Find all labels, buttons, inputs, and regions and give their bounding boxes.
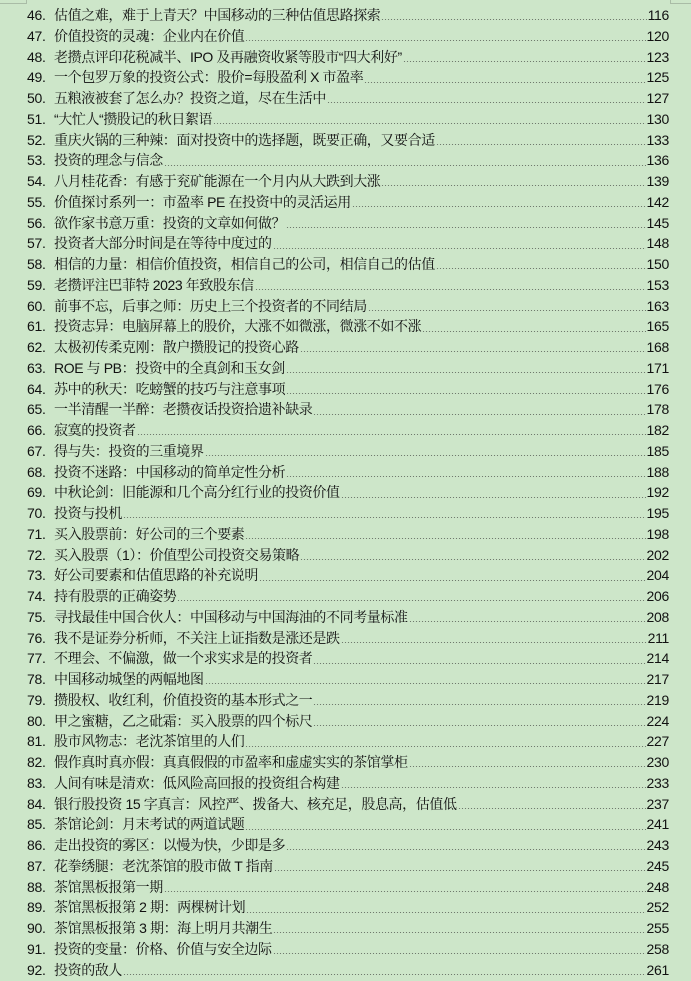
entry-number: 91.	[27, 940, 46, 957]
entry-number: 87.	[27, 857, 46, 874]
entry-number: 65.	[27, 401, 46, 418]
entry-page-number: 206	[646, 588, 669, 604]
toc-entry[interactable]	[27, 794, 669, 815]
entry-number: 89.	[27, 899, 46, 916]
toc-entry[interactable]	[27, 462, 669, 483]
entry-page-number: 202	[646, 546, 669, 563]
entry-title: 前事不忘，后事之师：历史上三个投资者的不同结局	[54, 297, 367, 314]
entry-number: 67.	[27, 442, 46, 459]
entry-title: ROE 与 PB：投资中的全真剑和玉女剑	[54, 359, 285, 376]
entry-number: 66.	[27, 422, 46, 438]
entry-number: 72.	[27, 546, 46, 563]
entry-number: 64.	[27, 380, 46, 397]
dot-leader	[368, 299, 646, 313]
entry-page-number: 153	[646, 276, 669, 293]
entry-number: 54.	[27, 173, 46, 189]
toc-entry[interactable]	[27, 607, 669, 628]
entry-title: 走出投资的雾区：以慢为快，少即是多	[54, 837, 286, 853]
toc-entry[interactable]	[27, 835, 669, 856]
entry-title: 攒股权、收红利，价值投资的基本形式之一	[54, 691, 313, 708]
entry-title: 不理会、不偏激，做一个求实求是的投资者	[54, 650, 313, 667]
entry-page-number: 261	[646, 961, 669, 978]
entry-page-number: 142	[646, 193, 669, 210]
entry-page-number: 188	[646, 463, 669, 480]
entry-page-number: 195	[646, 505, 669, 521]
dot-leader	[341, 486, 646, 500]
dot-leader	[313, 693, 645, 707]
entry-number: 81.	[27, 733, 46, 750]
entry-page-number: 163	[646, 297, 669, 314]
toc-entry[interactable]	[27, 109, 669, 130]
toc-entry[interactable]	[27, 420, 669, 441]
entry-title: 五粮液被套了怎么办？投资之道，尽在生活中	[54, 90, 326, 106]
entry-title: 价值探讨系列一：市盈率 PE 在投资中的灵活运用	[54, 193, 351, 210]
entry-number: 71.	[27, 525, 46, 542]
dot-leader	[213, 112, 645, 126]
toc-entry[interactable]	[27, 752, 669, 773]
dot-leader	[352, 195, 646, 209]
toc-entry[interactable]	[27, 482, 669, 503]
entry-number: 78.	[27, 671, 46, 687]
entry-number: 50.	[27, 90, 46, 106]
toc-entry[interactable]	[27, 856, 669, 877]
entry-title: 投资志异：电脑屏幕上的股价，大涨不如微涨，微涨不如不涨	[54, 318, 422, 335]
entry-page-number: 178	[646, 401, 669, 418]
entry-page-number: 182	[646, 422, 669, 438]
entry-number: 56.	[27, 214, 46, 231]
entry-number: 74.	[27, 588, 46, 604]
entry-title: 花拳绣腿：老沈茶馆的股市做 T 指南	[54, 857, 273, 874]
entry-number: 84.	[27, 795, 46, 812]
toc-entry[interactable]	[27, 213, 669, 234]
entry-title: 甲之蜜糖，乙之砒霜：买入股票的四个标尺	[54, 712, 313, 729]
toc-entry[interactable]	[27, 897, 669, 918]
toc-entry[interactable]	[27, 337, 669, 358]
entry-number: 63.	[27, 359, 46, 376]
dot-leader	[123, 506, 646, 520]
toc-entry[interactable]	[27, 88, 669, 109]
dot-leader	[245, 735, 645, 749]
dot-leader	[409, 755, 646, 769]
dot-leader	[164, 154, 646, 168]
entry-page-number: 233	[646, 774, 669, 791]
entry-page-number: 125	[646, 69, 669, 86]
entry-page-number: 211	[647, 629, 669, 646]
entry-title: 老攒评注巴菲特 2023 年致股东信	[54, 276, 254, 293]
dot-leader	[341, 631, 647, 645]
entry-title: 价值投资的灵魂：企业内在价值	[54, 27, 245, 44]
entry-page-number: 230	[646, 754, 669, 770]
entry-number: 49.	[27, 69, 46, 86]
dot-leader	[123, 963, 646, 977]
dot-leader	[327, 91, 646, 105]
entry-page-number: 248	[646, 878, 669, 895]
entry-title: 持有股票的正确姿势	[54, 588, 177, 604]
entry-title: 苏中的秋天：吃螃蟹的技巧与注意事项	[54, 380, 286, 397]
entry-number: 46.	[27, 7, 46, 23]
entry-number: 53.	[27, 152, 46, 169]
entry-page-number: 208	[646, 608, 669, 625]
dot-leader	[300, 340, 646, 354]
dot-leader	[341, 776, 646, 790]
entry-page-number: 245	[646, 857, 669, 874]
entry-page-number: 217	[646, 671, 669, 687]
toc-entry[interactable]	[27, 130, 669, 151]
entry-page-number: 133	[646, 131, 669, 148]
toc-entry[interactable]	[27, 296, 669, 317]
crop-mark-top-right	[670, 0, 691, 4]
toc-entry[interactable]	[27, 773, 669, 794]
entry-title: 买入股票（1）：价值型公司投资交易策略	[54, 546, 300, 563]
entry-title: 寻找最佳中国合伙人：中国移动与中国海油的不同考量标准	[54, 608, 408, 625]
entry-page-number: 148	[646, 235, 669, 252]
dot-leader	[436, 257, 646, 271]
entry-number: 76.	[27, 629, 46, 646]
entry-title: 寂寞的投资者	[54, 422, 136, 438]
dot-leader	[313, 652, 645, 666]
toc-entry[interactable]	[27, 545, 669, 566]
dot-leader	[205, 444, 646, 458]
toc-entry[interactable]	[27, 379, 669, 400]
entry-number: 62.	[27, 339, 46, 355]
dot-leader	[286, 838, 645, 852]
dot-leader	[286, 382, 645, 396]
toc-entry[interactable]	[27, 171, 669, 192]
entry-title: 老攒点评印花税减半、IPO 及再融资收紧等股市“四大利好”	[54, 48, 402, 65]
dot-leader	[245, 818, 645, 832]
entry-number: 82.	[27, 754, 46, 770]
entry-number: 77.	[27, 650, 46, 667]
entry-number: 73.	[27, 567, 46, 584]
dot-leader	[246, 901, 645, 915]
entry-number: 58.	[27, 256, 46, 272]
entry-number: 47.	[27, 27, 46, 44]
dot-leader	[245, 29, 645, 43]
entry-title: 好公司要素和估值思路的补充说明	[54, 567, 258, 584]
toc-entry[interactable]	[27, 939, 669, 960]
entry-number: 92.	[27, 961, 46, 978]
entry-page-number: 120	[646, 27, 669, 44]
entry-number: 59.	[27, 276, 46, 293]
entry-title: 股市风物志：老沈茶馆里的人们	[54, 733, 245, 750]
entry-page-number: 255	[646, 920, 669, 936]
dot-leader	[255, 278, 646, 292]
toc-entry[interactable]	[27, 648, 669, 669]
entry-page-number: 227	[646, 733, 669, 750]
entry-page-number: 130	[646, 110, 669, 127]
toc-entry[interactable]	[27, 586, 669, 607]
entry-number: 61.	[27, 318, 46, 335]
entry-title: 投资与投机	[54, 505, 122, 521]
toc-entry[interactable]	[27, 960, 669, 981]
toc-entry[interactable]	[27, 47, 669, 68]
dot-leader	[409, 610, 646, 624]
entry-number: 55.	[27, 193, 46, 210]
entry-title: 中秋论剑：旧能源和几个高分红行业的投资价值	[54, 484, 340, 501]
dot-leader	[205, 672, 646, 686]
entry-page-number: 204	[646, 567, 669, 584]
entry-page-number: 185	[646, 442, 669, 459]
entry-title: 茶馆论剑：月末考试的两道试题	[54, 816, 245, 833]
entry-page-number: 116	[647, 7, 669, 23]
entry-title: 重庆火锅的三种辣：面对投资中的选择题，既要正确，又要合适	[54, 131, 435, 148]
crop-mark-top-left	[0, 0, 27, 4]
toc-entry[interactable]	[27, 275, 669, 296]
entry-page-number: 145	[646, 214, 669, 231]
entry-page-number: 127	[646, 90, 669, 106]
dot-leader	[177, 589, 645, 603]
entry-title: 投资的理念与信念	[54, 152, 163, 169]
dot-leader	[273, 921, 645, 935]
entry-page-number: 258	[646, 940, 669, 957]
dot-leader	[403, 50, 646, 64]
entry-number: 83.	[27, 774, 46, 791]
entry-title: 假作真时真亦假：真真假假的市盈率和虚虚实实的茶馆掌柜	[54, 754, 408, 770]
entry-page-number: 237	[646, 795, 669, 812]
dot-leader	[273, 942, 646, 956]
entry-title: 一半清醒一半醉：老攒夜话投资拾遗补缺录	[54, 401, 313, 418]
entry-title: 八月桂花香：有感于兖矿能源在一个月内从大跌到大涨	[54, 173, 381, 189]
entry-page-number: 136	[646, 152, 669, 169]
entry-title: 投资者大部分时间是在等待中度过的	[54, 235, 272, 252]
entry-title: 人间有味是清欢：低风险高回报的投资组合构建	[54, 774, 340, 791]
entry-title: 相信的力量：相信价值投资，相信自己的公司，相信自己的估值	[54, 256, 435, 272]
entry-number: 69.	[27, 484, 46, 501]
dot-leader	[300, 548, 645, 562]
dot-leader	[313, 714, 645, 728]
entry-title: 投资不迷路：中国移动的简单定性分析	[54, 463, 286, 480]
dot-leader	[313, 403, 645, 417]
entry-page-number: 165	[646, 318, 669, 335]
entry-title: 估值之难，难于上青天？中国移动的三种估值思路探索	[54, 7, 381, 23]
toc-entry[interactable]	[27, 711, 669, 732]
entry-title: 银行股投资 15 字真言：风控严、拨备大、核充足，股息高，估值低	[54, 795, 457, 812]
entry-title: 茶馆黑板报第 3 期：海上明月共潮生	[54, 920, 273, 936]
toc-entry[interactable]	[27, 67, 669, 88]
entry-number: 86.	[27, 837, 46, 853]
entry-page-number: 168	[646, 339, 669, 355]
toc-entry[interactable]	[27, 731, 669, 752]
toc-entry[interactable]	[27, 814, 669, 835]
dot-leader	[273, 237, 646, 251]
entry-page-number: 123	[646, 48, 669, 65]
toc-entry[interactable]	[27, 503, 669, 524]
entry-title: 茶馆黑板报第一期	[54, 878, 163, 895]
entry-page-number: 192	[646, 484, 669, 501]
entry-number: 85.	[27, 816, 46, 833]
entry-title: 投资的敌人	[54, 961, 122, 978]
entry-page-number: 243	[646, 837, 669, 853]
entry-title: 茶馆黑板报第 2 期：两棵树计划	[54, 899, 246, 916]
entry-title: 买入股票前：好公司的三个要素	[54, 525, 245, 542]
toc-entry[interactable]	[27, 690, 669, 711]
table-of-contents	[27, 5, 669, 980]
entry-number: 79.	[27, 691, 46, 708]
toc-entry[interactable]	[27, 233, 669, 254]
entry-page-number: 139	[646, 173, 669, 189]
toc-entry[interactable]	[27, 26, 669, 47]
toc-entry[interactable]	[27, 358, 669, 379]
dot-leader	[245, 527, 645, 541]
dot-leader	[458, 797, 646, 811]
toc-entry[interactable]	[27, 441, 669, 462]
toc-entry[interactable]	[27, 150, 669, 171]
entry-title: 欲作家书意万重：投资的文章如何做？	[54, 214, 286, 231]
entry-page-number: 219	[646, 691, 669, 708]
entry-title: 我不是证券分析师，不关注上证指数是涨还是跌	[54, 629, 340, 646]
toc-entry[interactable]	[27, 628, 669, 649]
dot-leader	[381, 174, 645, 188]
entry-page-number: 224	[646, 712, 669, 729]
entry-page-number: 171	[646, 359, 669, 376]
dot-leader	[274, 859, 646, 873]
entry-number: 75.	[27, 608, 46, 625]
entry-number: 70.	[27, 505, 46, 521]
entry-page-number: 252	[646, 899, 669, 916]
entry-number: 57.	[27, 235, 46, 252]
toc-entry[interactable]	[27, 877, 669, 898]
toc-entry[interactable]	[27, 524, 669, 545]
entry-title: 得与失：投资的三重境界	[54, 442, 204, 459]
entry-number: 48.	[27, 48, 46, 65]
entry-page-number: 198	[646, 525, 669, 542]
dot-leader	[286, 216, 645, 230]
dot-leader	[422, 320, 645, 334]
toc-entry[interactable]	[27, 254, 669, 275]
entry-title: 中国移动城堡的两幅地图	[54, 671, 204, 687]
toc-entry[interactable]	[27, 5, 669, 26]
toc-entry[interactable]	[27, 565, 669, 586]
dot-leader	[137, 423, 646, 437]
toc-entry[interactable]	[27, 399, 669, 420]
entry-title: 投资的变量：价格、价值与安全边际	[54, 940, 272, 957]
entry-number: 90.	[27, 920, 46, 936]
entry-title: 一个包罗万象的投资公式：股价=每股盈利 X 市盈率	[54, 69, 364, 86]
toc-entry[interactable]	[27, 918, 669, 939]
entry-title: 太极初传柔克刚：散户攒股记的投资心路	[54, 339, 299, 355]
entry-title: “大忙人“攒股记的秋日絮语	[54, 110, 213, 127]
dot-leader	[259, 569, 646, 583]
entry-number: 51.	[27, 110, 46, 127]
toc-entry[interactable]	[27, 192, 669, 213]
entry-page-number: 214	[646, 650, 669, 667]
entry-page-number: 241	[646, 816, 669, 833]
entry-page-number: 150	[646, 256, 669, 272]
dot-leader	[381, 8, 646, 22]
entry-number: 60.	[27, 297, 46, 314]
toc-entry[interactable]	[27, 316, 669, 337]
entry-number: 88.	[27, 878, 46, 895]
entry-number: 80.	[27, 712, 46, 729]
dot-leader	[164, 880, 646, 894]
entry-number: 52.	[27, 131, 46, 148]
dot-leader	[436, 133, 646, 147]
entry-page-number: 176	[646, 380, 669, 397]
toc-entry[interactable]	[27, 669, 669, 690]
dot-leader	[364, 71, 645, 85]
dot-leader	[286, 465, 645, 479]
entry-number: 68.	[27, 463, 46, 480]
dot-leader	[286, 361, 646, 375]
